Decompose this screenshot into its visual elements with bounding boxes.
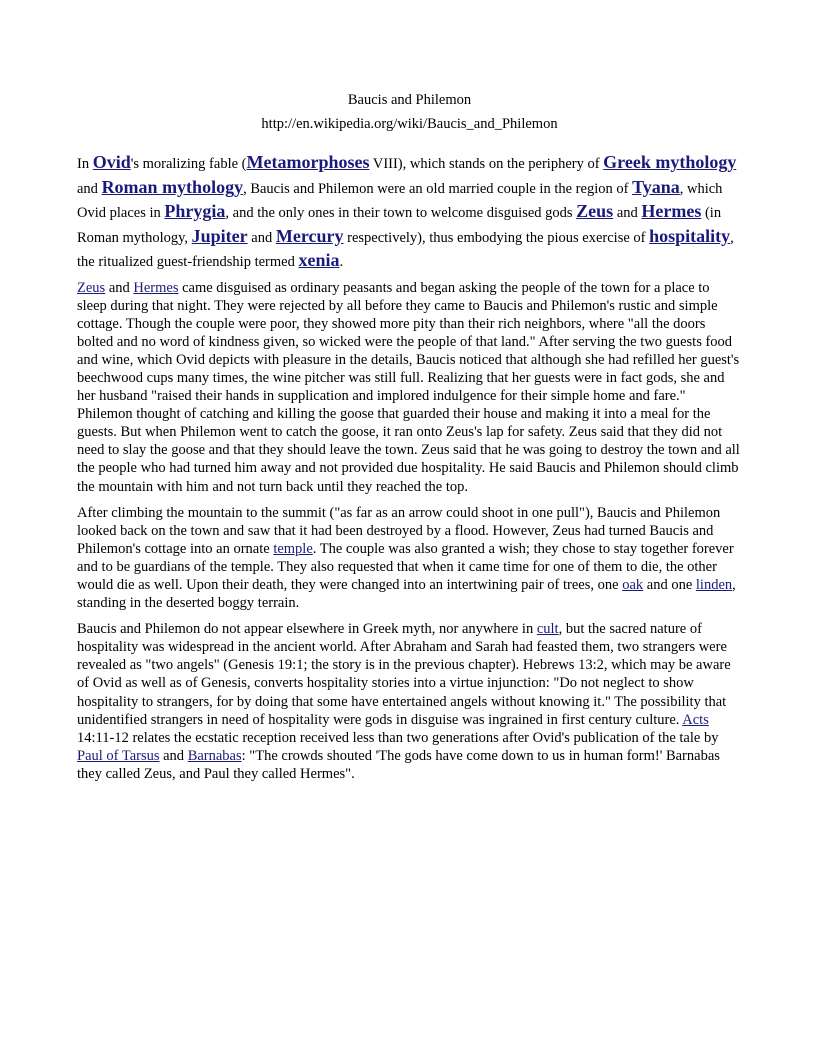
text: and bbox=[77, 180, 102, 197]
link-greek-mythology[interactable]: Greek mythology bbox=[603, 152, 737, 172]
link-temple[interactable]: temple bbox=[273, 540, 313, 557]
link-mercury[interactable]: Mercury bbox=[275, 225, 344, 246]
document-url: http://en.wikipedia.org/wiki/Baucis_and_Philemon bbox=[261, 116, 558, 132]
link-barnabas[interactable]: Barnabas bbox=[187, 747, 242, 764]
paragraph-context bbox=[77, 620, 742, 783]
paragraph-story bbox=[77, 279, 742, 496]
text: , but the sacred nature of hospitality was widespread in the ancient world. After Abraham and Sarah had feasted them, two strangers were revealed as "two angels" (Genesis 19:1; the story is in the previous chapter). Hebrews 13:2, which may be aware of Ovid as well as of Genesis, converts hospitality stories into a virtue injunction: "Do not neglect to show hospitality to strangers, for by doing that some have entertained angels without knowing it." The possibility that unidentified strangers in need of hospitality were gods in disguise was ingrained in first century culture. bbox=[77, 621, 731, 728]
link-zeus[interactable]: Zeus bbox=[77, 279, 106, 296]
document-page bbox=[77, 91, 742, 791]
link-zeus[interactable]: Zeus bbox=[576, 201, 614, 221]
text: respectively), thus embodying the pious exercise of bbox=[343, 229, 650, 246]
text: VIII), which stands on the periphery of bbox=[369, 156, 604, 172]
link-hermes[interactable]: Hermes bbox=[641, 201, 702, 221]
text: : "The crowds shouted 'The gods have come down to us in human form!' Barnabas they called Zeus, and Paul they called Hermes". bbox=[77, 747, 720, 782]
link-oak[interactable]: oak bbox=[622, 577, 644, 593]
text: and bbox=[105, 279, 134, 296]
text: and bbox=[247, 229, 276, 246]
text: Baucis and Philemon do not appear elsewhere in Greek myth, nor anywhere in bbox=[77, 621, 537, 638]
link-metamorphoses[interactable]: Metamorphoses bbox=[246, 152, 370, 172]
link-paul-of-tarsus[interactable]: Paul of Tarsus bbox=[77, 747, 160, 764]
document-title: Baucis and Philemon bbox=[347, 92, 472, 108]
text: , which Ovid places in bbox=[77, 180, 723, 221]
link-cult[interactable]: cult bbox=[536, 621, 559, 638]
text: 14:11-12 relates the ecstatic reception received less than two generations after Ovid's publication of the tale by bbox=[77, 729, 719, 746]
text: and bbox=[159, 747, 188, 764]
text: After climbing the mountain to the summit ("as far as an arrow could shoot in one pull"), Baucis and Philemon looked back on the town and saw that it had been destroyed by a flood. However, Zeus had turned Baucis and Philemon's cottage into an ornate bbox=[77, 504, 721, 557]
link-phrygia[interactable]: Phrygia bbox=[164, 201, 226, 221]
link-linden[interactable]: linden bbox=[695, 577, 733, 593]
text: , Baucis and Philemon were an old married couple in the region of bbox=[243, 180, 633, 197]
text: , and the only ones in their town to welcome disguised gods bbox=[225, 205, 577, 221]
link-ovid[interactable]: Ovid bbox=[92, 152, 131, 172]
paragraph-transformation bbox=[77, 504, 742, 613]
text: and one bbox=[643, 577, 696, 593]
link-hermes[interactable]: Hermes bbox=[133, 279, 179, 296]
link-tyana[interactable]: Tyana bbox=[632, 176, 680, 197]
text: . bbox=[339, 254, 344, 270]
text: In bbox=[77, 156, 93, 172]
link-acts[interactable]: Acts bbox=[682, 711, 709, 728]
link-jupiter[interactable]: Jupiter bbox=[191, 225, 248, 246]
link-roman-mythology[interactable]: Roman mythology bbox=[101, 176, 244, 197]
text: came disguised as ordinary peasants and began asking the people of the town for a place to sleep during that night. They were rejected by all before they came to Baucis and Philemon's rustic and simple cottage. Though the couple were poor, they showed more pity than their rich neighbors, where "all the doors bolted and no word of kindness given, so wicked were the people of that land." After serving the two guests food and wine, which Ovid depicts with pleasure in the details, Baucis noticed that although she had refilled her guest's beechwood cups many times, the wine pitcher was still full. Realizing that her guests were in fact gods, she and her husband "raised their hands in supplication and implored indulgence for their simple home and fare." Philemon thought of catching and killing the goose that guarded their house and making it into a meal for the guests. But when Philemon went to catch the goose, it ran onto Zeus's lap for safety. Zeus said that they did not need to slay the goose and that they should leave the town. Zeus said that he was going to destroy the town and all the people who had turned him away and not provided due hospitality. He said Baucis and Philemon should climb the mountain with him and not turn back until they reached the top. bbox=[77, 279, 740, 495]
link-hospitality[interactable]: hospitality bbox=[649, 225, 731, 246]
text: , standing in the deserted boggy terrain. bbox=[77, 577, 736, 612]
text: (in Roman mythology, bbox=[77, 205, 722, 246]
text: 's moralizing fable ( bbox=[130, 156, 247, 172]
paragraph-intro bbox=[77, 151, 742, 274]
text: and bbox=[613, 205, 642, 221]
text: . The couple was also granted a wish; they chose to stay together forever and to be guardians of the temple. They also requested that when it came time for one of them to die, the other would die as well. Upon their death, they were changed into an intertwining pair of trees, one bbox=[77, 540, 734, 593]
text: , the ritualized guest-friendship termed bbox=[77, 229, 734, 270]
link-xenia[interactable]: xenia bbox=[298, 250, 340, 270]
